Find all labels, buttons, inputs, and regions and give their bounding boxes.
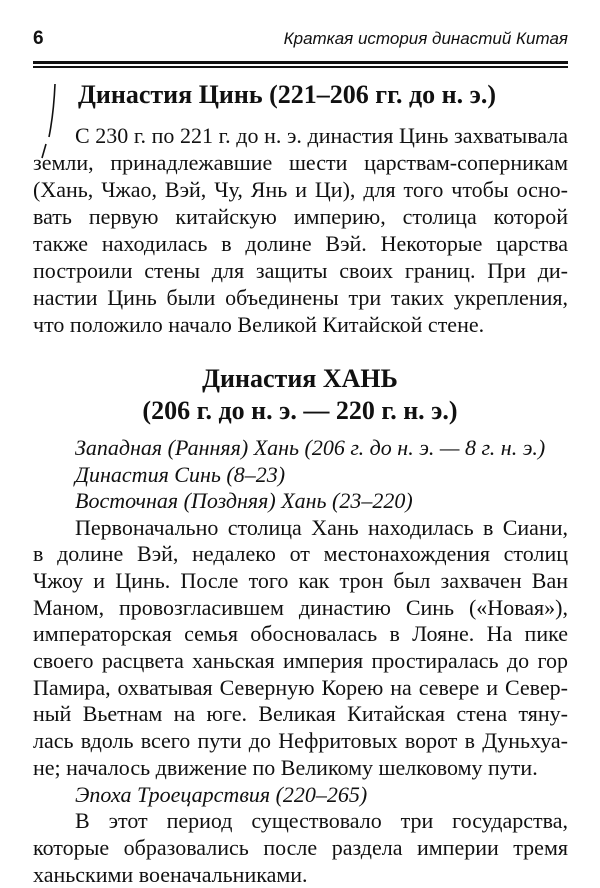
text-line: (Хань, Чжао, Вэй, Чу, Янь и Ци), для того чтобы осно- [33, 177, 568, 202]
section-subtitle-han: (206 г. до н. э. — 220 г. н. э.) [142, 396, 458, 425]
running-header [33, 28, 568, 52]
text-line: настии Цинь были объединены три таких укрепления, [33, 285, 568, 310]
text-line: ный Вьетнам на юге. Великая Китайская стена тяну- [33, 701, 568, 727]
text-line: императорская семья обосновалась в Лояне. На пике [33, 621, 568, 647]
text-line: в долине Вэй, недалеко от местонахождения столиц [33, 541, 568, 567]
period-line: Династия Синь (8–23) [75, 461, 286, 487]
period-line: Западная (Ранняя) Хань (206 г. до н. э. — 8 г. н. э.) [75, 435, 546, 460]
text-line: Первоначально столица Хань находилась в Сиани, [75, 514, 568, 540]
period-line: Эпоха Троецарствия (220–265) [75, 781, 368, 807]
text-line: что положило начало Великой Китайской стене. [33, 312, 485, 337]
text-line: вать первую китайскую империю, столица которой [33, 204, 568, 229]
page-number: 6 [33, 28, 44, 49]
text-line: С 230 г. по 221 г. до н. э. династия Цинь захватывала [75, 123, 568, 148]
text-line: Маном, провозгласившем династию Синь («Новая»), [33, 594, 568, 620]
text-line: построили стены для защиты своих границ. При ди- [33, 258, 568, 283]
section-title-han: Династия ХАНЬ [202, 364, 398, 393]
period-line: Восточная (Поздняя) Хань (23–220) [75, 488, 413, 513]
running-title: Краткая история династий Китая [283, 29, 568, 48]
text-line: своего расцвета ханьская империя простиралась до гор [33, 648, 568, 673]
text-line: Чжоу и Цинь. После того как трон был захвачен Ван [33, 567, 568, 593]
text-line: лась вдоль всего пути до Нефритовых ворот в Дуньхуа- [33, 728, 568, 754]
text-line: ханьскими военачальниками. [33, 861, 308, 887]
section-title-qin: Династия Цинь (221–206 гг. до н. э.) [78, 80, 497, 109]
header-rule-thick [33, 61, 568, 64]
text-line: не; началось движение по Великому шелковому пути. [33, 754, 538, 780]
text-line: которые образовались после раздела империи тремя [33, 834, 568, 860]
text-line: В этот период существовало три государства, [75, 808, 568, 834]
text-line: также находилась в долине Вэй. Некоторые царства [33, 231, 568, 256]
text-line: Памира, охватывая Северную Корею на севере и Север- [33, 674, 568, 700]
header-rule-thin [33, 66, 568, 68]
text-line: земли, принадлежавшие шести царствам-соперникам [33, 150, 568, 175]
